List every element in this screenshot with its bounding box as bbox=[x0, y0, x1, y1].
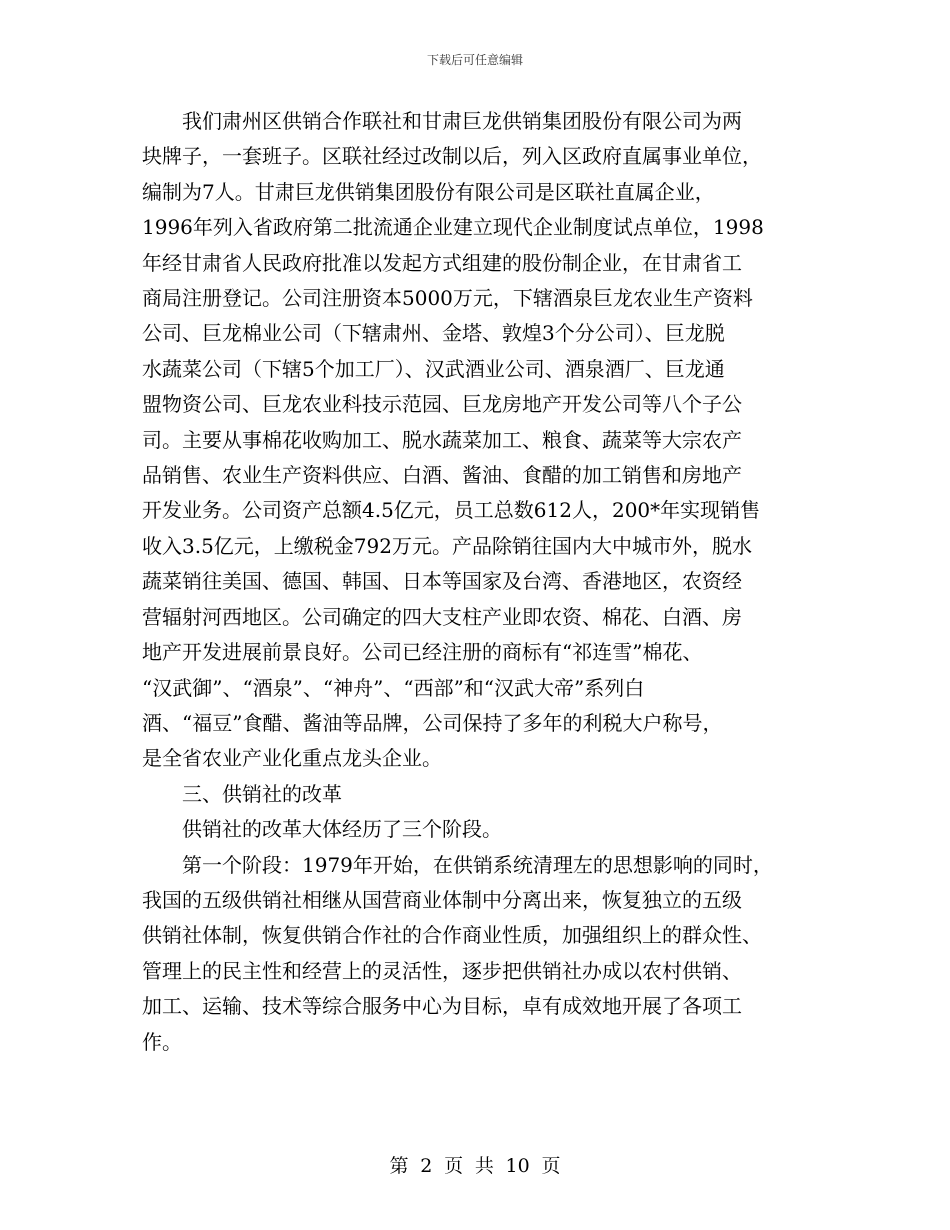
text-line: 块牌子，一套班子。区联社经过改制以后，列入区政府直属事业单位， bbox=[142, 144, 762, 169]
text-line: 地产开发进展前景良好。公司已经注册的商标有“祁连雪”棉花、 bbox=[142, 640, 703, 665]
text-line: 收入3.5亿元，上缴税金792万元。产品除销往国内大中城市外，脱水 bbox=[142, 533, 752, 558]
text-line: 作。 bbox=[142, 1029, 182, 1054]
text-line: 供销社体制，恢复供销合作社的合作商业性质，加强组织上的群众性、 bbox=[142, 923, 762, 948]
text-line: 酒、“福豆”食醋、酱油等品牌，公司保持了多年的利税大户称号， bbox=[142, 710, 723, 735]
page-number-footer: 第 2 页 共 10 页 bbox=[389, 1155, 561, 1177]
text-line: 商局注册登记。公司注册资本5000万元，下辖酒泉巨龙农业生产资料 bbox=[142, 286, 753, 311]
paragraph-company-overview bbox=[142, 104, 812, 777]
text-line: 品销售、农业生产资料供应、白酒、酱油、食醋的加工销售和房地产 bbox=[142, 463, 742, 488]
text-line: 蔬菜销往美国、德国、韩国、日本等国家及台湾、香港地区，农资经 bbox=[142, 569, 742, 594]
text-line: 司。主要从事棉花收购加工、脱水蔬菜加工、粮食、蔬菜等大宗农产 bbox=[142, 427, 742, 452]
text-line: 公司、巨龙棉业公司（下辖肃州、金塔、敦煌3个分公司）、巨龙脱 bbox=[142, 321, 725, 346]
document-body bbox=[142, 104, 812, 1060]
paragraph-reform-stages: 供销社的改革大体经历了三个阶段。 bbox=[182, 817, 502, 842]
text-line: 营辐射河西地区。公司确定的四大支柱产业即农资、棉花、白酒、房 bbox=[142, 604, 742, 629]
text-line: 加工、运输、技术等综合服务中心为目标，卓有成效地开展了各项工 bbox=[142, 994, 742, 1019]
text-line: 编制为7人。甘肃巨龙供销集团股份有限公司是区联社直属企业， bbox=[142, 179, 715, 204]
text-line: 年经甘肃省人民政府批准以发起方式组建的股份制企业，在甘肃省工 bbox=[142, 250, 742, 275]
text-line: 1996年列入省政府第二批流通企业建立现代企业制度试点单位，1998 bbox=[142, 215, 764, 240]
text-line: 是全省农业产业化重点龙头企业。 bbox=[142, 746, 442, 771]
section-heading: 三、供销社的改革 bbox=[182, 781, 342, 806]
text-line: 水蔬菜公司（下辖5个加工厂）、汉武酒业公司、酒泉酒厂、巨龙通 bbox=[142, 356, 725, 381]
text-line: 我们肃州区供销合作联社和甘肃巨龙供销集团股份有限公司为两 bbox=[182, 109, 742, 133]
text-line: 开发业务。公司资产总额4.5亿元，员工总数612人，200*年实现销售 bbox=[142, 498, 761, 523]
text-line: 管理上的民主性和经营上的灵活性，逐步把供销社办成以农村供销、 bbox=[142, 958, 742, 983]
text-line: 第一个阶段：1979年开始，在供销系统清理左的思想影响的同时， bbox=[182, 852, 773, 877]
paragraph-first-stage bbox=[142, 848, 812, 1060]
page-header: 下载后可任意编辑 bbox=[426, 53, 523, 67]
text-line: 盟物资公司、巨龙农业科技示范园、巨龙房地产开发公司等八个子公 bbox=[142, 392, 742, 417]
text-line: “汉武御”、“酒泉”、“神舟”、“西部”和“汉武大帝”系列白 bbox=[142, 675, 645, 700]
text-line: 我国的五级供销社相继从国营商业体制中分离出来，恢复独立的五级 bbox=[142, 887, 742, 912]
